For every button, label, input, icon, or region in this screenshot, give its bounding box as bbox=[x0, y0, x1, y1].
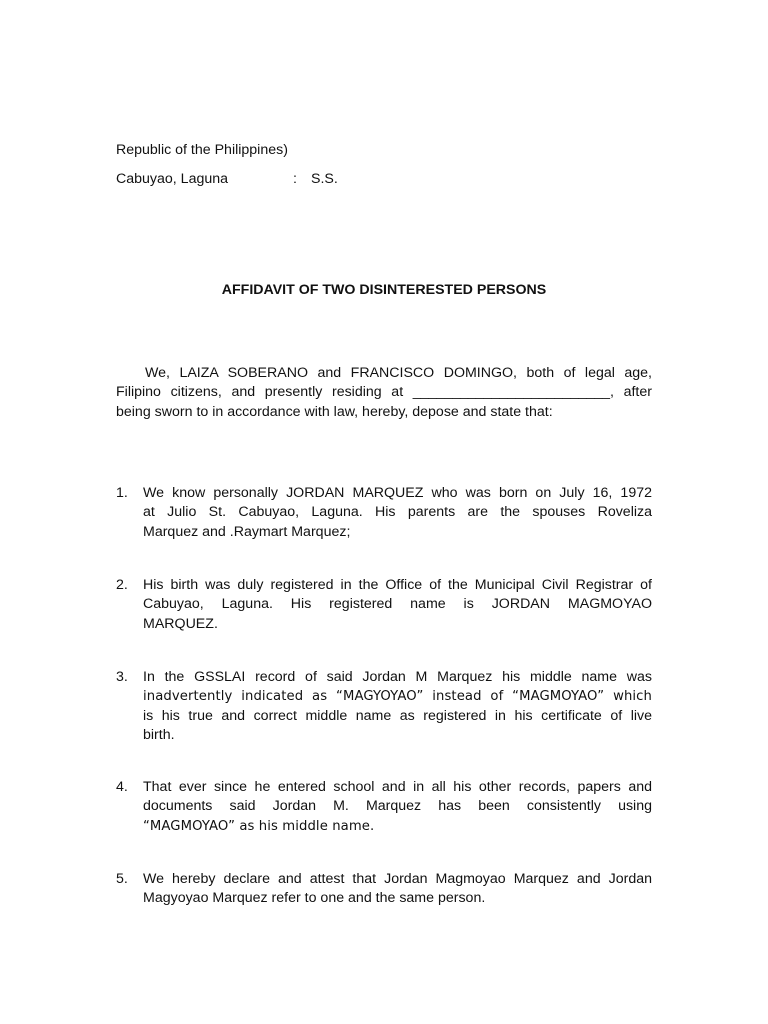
item-line: “MAGMOYAO” as his middle name. bbox=[143, 818, 375, 834]
item-line: documents said Jordan M. Marquez has been consistently using bbox=[143, 798, 652, 815]
venue-ss: S.S. bbox=[311, 171, 338, 187]
item-line: birth. bbox=[143, 726, 175, 743]
item-number: 1. bbox=[116, 485, 128, 501]
item-line: Marquez and .Raymart Marquez; bbox=[143, 523, 351, 540]
document-title: AFFIDAVIT OF TWO DISINTERESTED PERSONS bbox=[221, 282, 547, 298]
venue-colon: : bbox=[293, 171, 297, 187]
intro-paragraph bbox=[116, 364, 652, 422]
list-item bbox=[116, 484, 652, 542]
item-number: 5. bbox=[116, 871, 128, 887]
venue-location-line bbox=[116, 171, 338, 187]
item-line: MARQUEZ. bbox=[143, 615, 218, 632]
item-line: We know personally JORDAN MARQUEZ who was born on July 16, 1972 bbox=[143, 485, 652, 501]
item-text bbox=[143, 778, 652, 836]
item-number: 3. bbox=[116, 669, 128, 685]
item-line: We hereby declare and attest that Jordan Magmoyao Marquez and Jordan bbox=[143, 871, 652, 887]
item-line: is his true and correct middle name as registered in his certificate of live bbox=[143, 707, 652, 724]
item-text bbox=[143, 576, 652, 634]
list-item bbox=[116, 870, 652, 909]
item-text bbox=[143, 668, 652, 745]
item-text bbox=[143, 870, 652, 909]
list-item bbox=[116, 778, 652, 836]
item-line: In the GSSLAI record of said Jordan M Marquez his middle name was bbox=[143, 669, 652, 685]
venue-republic: Republic of the Philippines) bbox=[116, 142, 288, 158]
item-line: His birth was duly registered in the Office of the Municipal Civil Registrar of bbox=[143, 577, 652, 593]
item-line: at Julio St. Cabuyao, Laguna. His parents are the spouses Roveliza bbox=[143, 504, 652, 521]
item-number: 4. bbox=[116, 779, 128, 795]
list-item bbox=[116, 576, 652, 634]
venue-location: Cabuyao, Laguna bbox=[116, 171, 229, 187]
intro-line-2: Filipino citizens, and presently residing at _________________________, after bbox=[116, 384, 652, 401]
item-line: inadvertently indicated as “MAGYOYAO” instead of “MAGMOYAO” which bbox=[143, 689, 652, 705]
item-line: Cabuyao, Laguna. His registered name is JORDAN MAGMOYAO bbox=[143, 596, 652, 613]
list-item bbox=[116, 668, 652, 745]
intro-line-3: being sworn to in accordance with law, hereby, depose and state that: bbox=[116, 403, 553, 420]
item-line: That ever since he entered school and in all his other records, papers and bbox=[143, 779, 652, 795]
item-number: 2. bbox=[116, 577, 128, 593]
item-line: Magyoyao Marquez refer to one and the same person. bbox=[143, 890, 486, 907]
item-text bbox=[143, 484, 652, 542]
intro-line-1: We, LAIZA SOBERANO and FRANCISCO DOMINGO, both of legal age, bbox=[145, 365, 652, 381]
